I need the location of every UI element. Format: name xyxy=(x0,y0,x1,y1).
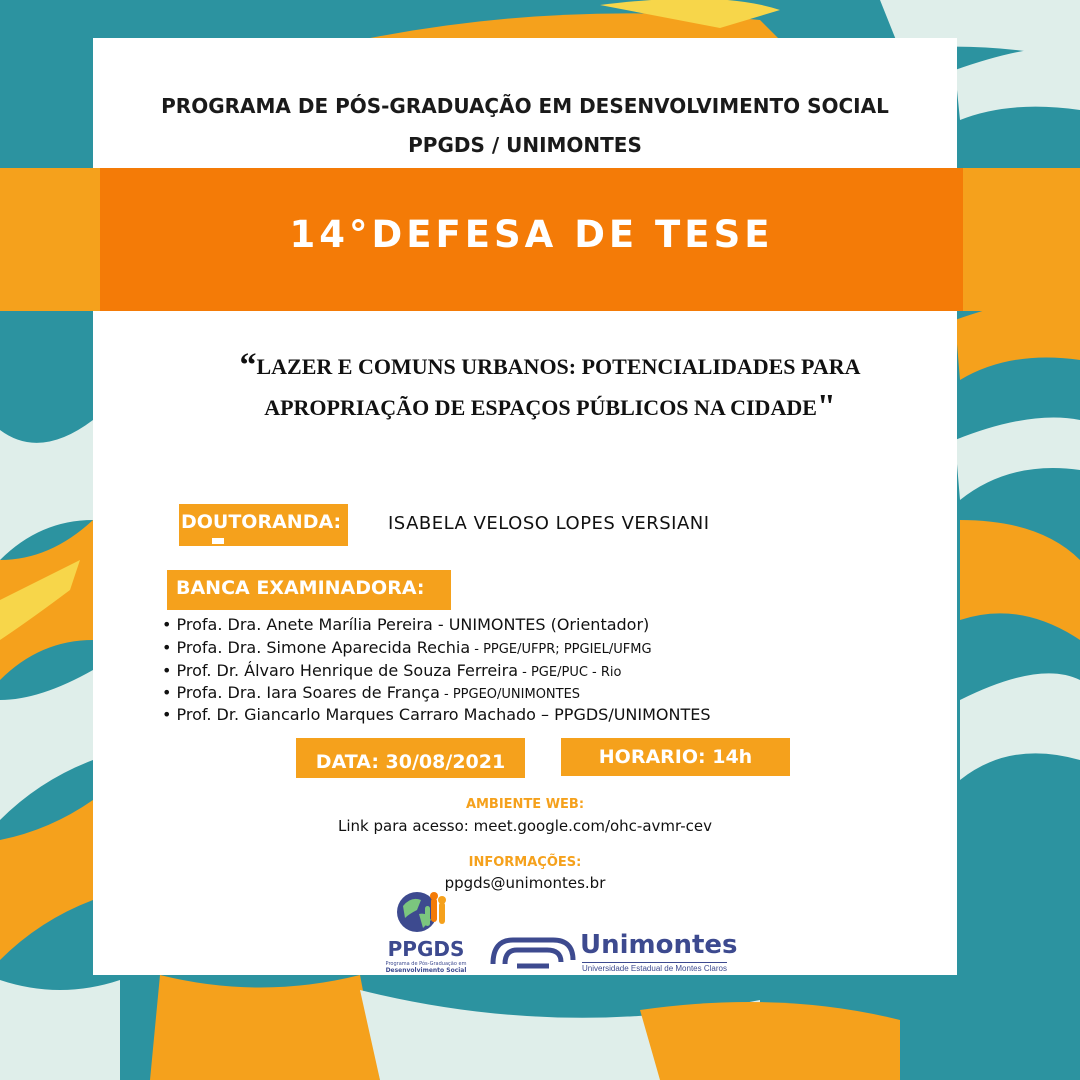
web-heading: AMBIENTE WEB: xyxy=(465,797,585,812)
unimontes-emblem-icon xyxy=(489,932,577,974)
member-affiliation: – PPGDS/UNIMONTES xyxy=(535,705,711,724)
committee-member xyxy=(162,705,711,724)
thesis-title-line-2 xyxy=(200,388,900,426)
committee-member xyxy=(162,661,621,680)
member-affiliation: UNIMONTES (Orientador) xyxy=(448,615,650,634)
close-quote: " xyxy=(816,388,836,425)
unimontes-logo-text: Unimontes xyxy=(580,930,738,960)
committee-member xyxy=(162,638,652,657)
info-heading: INFORMAÇÕES: xyxy=(468,855,582,870)
date-badge: DATA: 30/08/2021 xyxy=(296,738,525,778)
member-name: • Profa. Dra. Iara Soares de França xyxy=(162,683,440,702)
member-name: • Prof. Dr. Álvaro Henrique de Souza Ferreira xyxy=(162,661,519,680)
ppgds-logo-subtitle-1: Programa de Pós-Graduação em xyxy=(385,961,467,967)
meeting-link[interactable]: Link para acesso: meet.google.com/ohc-avmr-cev xyxy=(338,817,712,835)
banner-title: 14°DEFESA DE TESE xyxy=(289,213,774,256)
time-badge: HORARIO: 14h xyxy=(561,738,790,776)
open-quote: “ xyxy=(239,347,257,384)
ppgds-globe-icon xyxy=(395,888,455,938)
unimontes-logo-subtitle: Universidade Estadual de Montes Claros xyxy=(582,964,727,973)
member-name: • Profa. Dra. Anete Marília Pereira - xyxy=(162,615,449,634)
member-affiliation: - PPGE/UFPR; PPGIEL/UFMG xyxy=(470,642,652,657)
committee-label: BANCA EXAMINADORA: xyxy=(167,570,451,610)
member-name: • Prof. Dr. Giancarlo Marques Carraro Machado xyxy=(162,705,536,724)
program-title: PROGRAMA DE PÓS-GRADUAÇÃO EM DESENVOLVIMENTO SOCIAL xyxy=(161,94,889,118)
ppgds-logo-subtitle-2: Desenvolvimento Social xyxy=(385,967,467,974)
label-mark xyxy=(212,538,224,544)
member-affiliation: - PGE/PUC - Rio xyxy=(518,665,622,680)
member-affiliation: - PPGEO/UNIMONTES xyxy=(439,687,581,702)
contact-email[interactable]: ppgds@unimontes.br xyxy=(444,874,606,892)
committee-member xyxy=(162,615,649,634)
member-name: • Profa. Dra. Simone Aparecida Rechia xyxy=(162,638,471,657)
thesis-title-line-1 xyxy=(200,347,900,385)
program-acronym: PPGDS / UNIMONTES xyxy=(408,133,642,157)
candidate-label: DOUTORANDA: xyxy=(179,504,348,546)
candidate-name: ISABELA VELOSO LOPES VERSIANI xyxy=(388,513,710,534)
thesis-line-2-text: APROPRIAÇÃO DE ESPAÇOS PÚBLICOS NA CIDADE xyxy=(264,395,817,420)
committee-member xyxy=(162,683,580,702)
ppgds-logo-text: PPGDS xyxy=(387,937,465,961)
thesis-line-1-text: LAZER E COMUNS URBANOS: POTENCIALIDADES PARA xyxy=(256,354,861,379)
